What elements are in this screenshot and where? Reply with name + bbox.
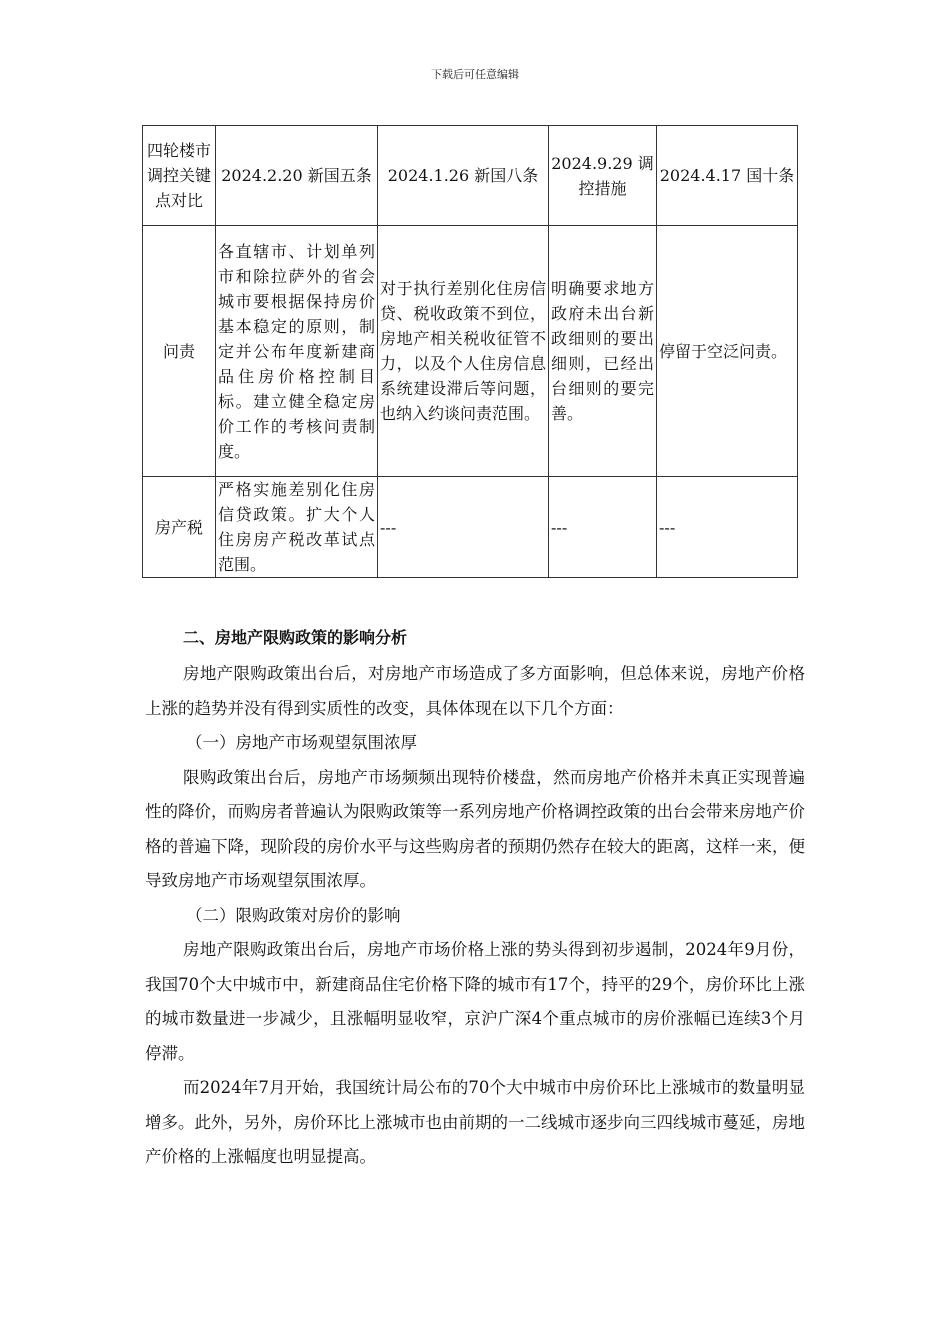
subsection-title: （一）房地产市场观望氛围浓厚 <box>186 733 417 752</box>
header-cell: 2024.1.26 新国八条 <box>378 126 549 226</box>
subsection-title: （二）限购政策对房价的影响 <box>186 905 401 925</box>
row-label: 问责 <box>143 226 216 477</box>
table-cell: 严格实施差别化住房信贷政策。扩大个人住房房产税改革试点范围。 <box>216 477 378 578</box>
page-header: 下载后可任意编辑 <box>431 68 519 81</box>
header-cell: 2024.2.20 新国五条 <box>216 126 378 226</box>
table-cell: 各直辖市、计划单列市和除拉萨外的省会城市要根据保持房价基本稳定的原则，制定并公布年度新建商品住房价格控制目标。建立健全稳定房价工作的考核问责制度。 <box>216 226 378 477</box>
paragraph: 限购政策出台后，房地产市场频频出现特价楼盘，然而房地产价格并未真正实现普遍性的降价，而购房者普遍认为限购政策等一系列房地产价格调控政策的出台会带来房地产价格的普遍下降，现阶段的房价水平与这些购房者的预期仍然存在较大的距离，这样一来，便导致房地产市场观望氛围浓厚。 <box>145 767 805 890</box>
policy-comparison-table <box>142 125 798 578</box>
table-cell: --- <box>657 477 798 578</box>
table-cell: 明确要求地方政府未出台新政细则的要出细则，已经出台细则的要完善。 <box>549 226 657 477</box>
section-title: 二、房地产限购政策的影响分析 <box>183 628 408 647</box>
table-header-row <box>143 126 798 226</box>
table-row <box>143 226 798 477</box>
header-cell: 四轮楼市调控关键点对比 <box>143 126 216 226</box>
table-cell: --- <box>549 477 657 578</box>
header-cell: 2024.4.17 国十条 <box>657 126 798 226</box>
paragraph: 房地产限购政策出台后，房地产市场价格上涨的势头得到初步遏制，2024年9月份，我国70个大中城市中，新建商品住宅价格下降的城市有17个，持平的29个，房价环比上涨的城市数量进一步减少，且涨幅明显收窄，京沪广深4个重点城市的房价涨幅已连续3个月停滞。 <box>145 940 805 1063</box>
intro-paragraph: 房地产限购政策出台后，对房地产市场造成了多方面影响，但总体来说，房地产价格上涨的趋势并没有得到实质性的改变，具体体现在以下几个方面： <box>145 664 805 718</box>
paragraph: 而2024年7月开始，我国统计局公布的70个大中城市中房价环比上涨城市的数量明显增多。此外，另外，房价环比上涨城市也由前期的一二线城市逐步向三四线城市蔓延，房地产价格的上涨幅度也明显提高。 <box>145 1078 805 1166</box>
row-label: 房产税 <box>143 477 216 578</box>
header-cell: 2024.9.29 调控措施 <box>549 126 657 226</box>
table-cell: 停留于空泛问责。 <box>657 226 798 477</box>
section-body <box>145 657 805 1175</box>
table-cell: 对于执行差别化住房信贷、税收政策不到位，房地产相关税收征管不力，以及个人住房信息系统建设滞后等问题，也纳入约谈问责范围。 <box>378 226 549 477</box>
table-row <box>143 477 798 578</box>
table-cell: --- <box>378 477 549 578</box>
